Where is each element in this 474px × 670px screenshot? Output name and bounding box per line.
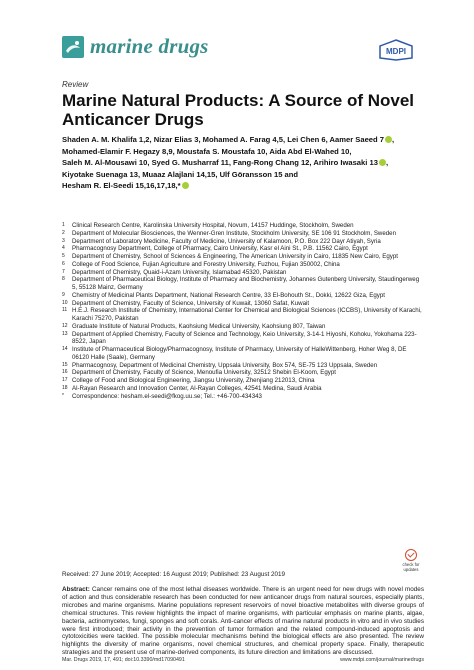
affiliation-number: 13 [62,330,68,337]
author-list: Shaden A. M. Khalifa 1,2, Nizar Elias 3, Mohamed A. Farag 4,5, Lei Chen 6, Aamer Saeed 7 , Mohamed-Elamir F. Hegazy 8,9, Moustafa S. Moustafa 10, Aida Abd El-Wahed 10, Saleh M. Al-Mousawi 10, Syed G. Musharraf 11, Fang-Rong Chang 12, Arihiro Iwasaki 13 , Kiyotake Suenaga 13, Muaaz Alajlani 14,15, Ulf Göransson 15 and Hesham R. El-Seedi 15,16,17,18,* [62,135,395,190]
check-updates-line1: check for [402,562,420,567]
abstract-label: Abstract: [62,586,90,593]
affiliation-number: 14 [62,346,68,352]
affiliation-item [62,230,422,238]
affiliation-text: Correspondence: hesham.el-seedi@fkog.uu.se; Tel.: +46-700-434343 [72,392,262,400]
affiliation-item [62,292,422,300]
affiliation-item [62,377,422,385]
affiliation-item [62,238,422,246]
affiliation-text: Pharmacognosy Department, College of Pharmacy, Cairo University, Kasr el Aini St., P.B. 11562 Cairo, Egypt [72,245,368,253]
citation: Mar. Drugs 2019, 17, 491; doi:10.3390/md17090491 [62,657,185,663]
check-for-updates-badge[interactable] [398,549,424,571]
mdpi-logo [377,39,415,66]
affiliation-text: College of Food Science, Fujian Agriculture and Forestry University, Fuzhou, Fujian 350002, China [72,260,340,268]
affiliation-text: Department of Chemistry, Faculty of Science, University of Kuwait, 13060 Safat, Kuwait [72,299,310,307]
affiliation-number: * [62,392,64,399]
abstract [62,586,424,657]
affiliation-text: Department of Chemistry, Faculty of Science, Menoufia University, 32512 Shebin El-Koom, Egypt [72,369,336,377]
affiliation-number: 8 [62,276,65,283]
affiliation-list [62,222,422,400]
article-type: Review [62,80,89,89]
affiliation-item [62,307,422,323]
affiliation-text: Clinical Research Centre, Karolinska University Hospital, Novum, 14157 Huddinge, Stockholm, Sweden [72,222,354,229]
affiliation-number: 11 [62,307,68,314]
author-line: Mohamed-Elamir F. Hegazy 8,9, Moustafa S. Moustafa 10, Aida Abd El-Wahed 10, [62,146,352,156]
affiliation-number: 17 [62,377,68,383]
affiliation-item [62,362,422,370]
affiliation-item [62,261,422,269]
publisher-logo-text: MDPI [386,47,406,56]
affiliation-text: H.E.J. Research Institute of Chemistry, International Center for Chemical and Biological Sciences (ICCBS), University of Karachi, Karachi 75270, Pakistan [72,307,422,322]
affiliation-text: Al-Rayan Research and Innovation Center, Al-Rayan Colleges, 42541 Medina, Saudi Arabia [72,384,322,392]
affiliation-text: Chemistry of Medicinal Plants Department, National Research Centre, 33 El-Bohouth St., Dokki, 12622 Giza, Egypt [72,291,385,299]
affiliation-number: 1 [62,222,65,228]
affiliation-item [62,276,422,292]
author-line: Saleh M. Al-Mousawi 10, Syed G. Musharraf 11, Fang-Rong Chang 12, Arihiro Iwasaki 13 [62,158,378,167]
affiliation-number: 5 [62,253,65,259]
affiliation-item [62,300,422,308]
affiliation-number: 4 [62,245,65,252]
affiliation-number: 12 [62,322,68,329]
affiliation-text: Pharmacognosy, Department of Medicinal Chemistry, Uppsala University, Box 574, SE-75 123 Uppsala, Sweden [72,361,378,369]
check-updates-line2: updates [403,567,419,572]
affiliation-text: Department of Chemistry, School of Sciences & Engineering, The American University in Cairo, 11835 New Cairo, Egypt [72,253,398,260]
affiliation-text: Department of Pharmaceutical Biology, Institute of Pharmacy and Biochemistry, Johannes Gutenberg University, Staudingerweg 5, 55128 Mainz, Germany [72,276,420,291]
publication-dates: Received: 27 June 2019; Accepted: 16 August 2019; Published: 23 August 2019 [62,571,286,578]
affiliation-item [62,253,422,261]
affiliation-text: Graduate Institute of Natural Products, Kaohsiung Medical University, Kaohsiung 807, Taiwan [72,322,326,330]
affiliation-item [62,269,422,277]
affiliation-number: 7 [62,268,65,275]
affiliation-number: 16 [62,369,68,376]
journal-logo-icon [62,36,84,58]
affiliation-text: Department of Chemistry, Quaid-i-Azam University, Islamabad 45320, Pakistan [72,268,287,276]
affiliation-text: Department of Molecular Biosciences, the Wenner-Gren Institute, Stockholm University, SE 106 91 Stockholm, Sweden [72,229,397,237]
affiliation-number: 15 [62,361,68,368]
orcid-icon[interactable] [385,136,392,143]
affiliation-number: 6 [62,260,65,267]
orcid-icon[interactable] [182,182,189,189]
affiliation-item [62,331,422,347]
affiliation-item [62,346,422,362]
affiliation-item [62,393,422,401]
affiliation-item [62,323,422,331]
journal-header [62,36,412,64]
affiliation-text: Department of Applied Chemistry, Faculty of Science and Technology, Keio University, 3-14-1 Hiyoshi, Kohoku, Yokohama 223-8522, Japan [72,330,417,346]
affiliation-text: Department of Laboratory Medicine, Faculty of Medicine, University of Kalamoon, P.O. Box 222 Dayr Atiyah, Syria [72,237,381,245]
affiliation-number: 9 [62,291,65,298]
author-line: Kiyotake Suenaga 13, Muaaz Alajlani 14,15, Ulf Göransson 15 and [62,169,299,179]
affiliation-number: 10 [62,299,68,306]
affiliation-item [62,222,422,230]
check-updates-icon [405,549,417,561]
affiliation-item [62,385,422,393]
abstract-text: Cancer remains one of the most lethal diseases worldwide. There is an urgent need for new drugs with novel modes of action and thus considerable research has been conducted for new anticancer drugs from natural sources, especially plants, microbes and marine organisms. Marine populations represent reservoirs of novel bioactive metabolites with diverse groups of chemical structures. This review highlights the impact of marine organisms, with particular emphasis on marine plants, algae, bacteria, actinomycetes, fungi, sponges and soft corals. Anti-cancer effects of marine natural products in vitro and in vivo studies were first introduced; their activity in the prevention of tumor formation and the related compound-induced apoptosis and cytotoxicities were tackled. The possible molecular mechanisms behind the biological effects are also presented. The review highlights the diversity of marine organisms, novel chemical structures, and chemical property space. Finally, therapeutic strategies and the present use of marine-derived components, its future direction and limitations are discussed. [62,586,425,657]
affiliation-item [62,369,422,377]
orcid-icon[interactable] [379,159,386,166]
author-line: Shaden A. M. Khalifa 1,2, Nizar Elias 3, Mohamed A. Farag 4,5, Lei Chen 6, Aamer Saeed 7 [62,135,384,144]
journal-url[interactable]: www.mdpi.com/journal/marinedrugs [340,657,424,663]
journal-name: marine drugs [90,34,209,58]
affiliation-text: Institute of Pharmaceutical Biology/Pharmacognosy, Institute of Pharmacy, University of HalleWittenberg, Hoher Weg 8, DE 06120 Halle (Saale), Germany [72,346,407,361]
article-title: Marine Natural Products: A Source of Novel Anticancer Drugs [62,91,415,129]
author-line: Hesham R. El-Seedi 15,16,17,18,* [62,181,181,190]
affiliation-number: 18 [62,384,68,391]
affiliation-number: 3 [62,237,65,244]
affiliation-number: 2 [62,229,65,236]
affiliation-item [62,245,422,253]
affiliation-text: College of Food and Biological Engineering, Jiangsu University, Zhenjiang 212013, China [72,377,315,384]
